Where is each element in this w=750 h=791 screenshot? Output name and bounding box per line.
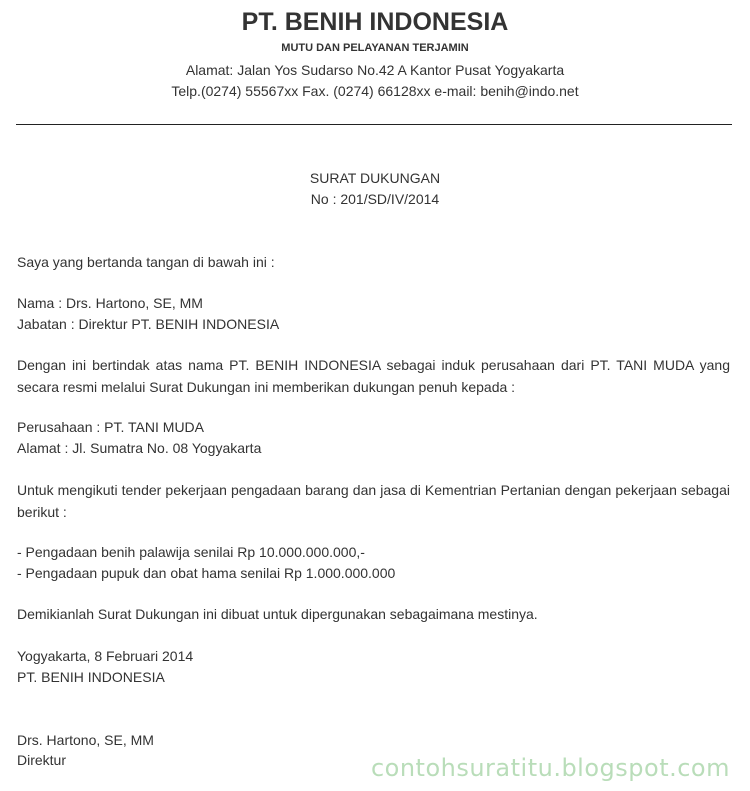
- place-date-line: Yogyakarta, 8 Februari 2014: [17, 648, 194, 664]
- purpose-paragraph: Untuk mengikuti tender pekerjaan pengadaan barang dan jasa di Kementrian Pertanian dengan pekerjaan sebagai berikut :: [17, 482, 730, 520]
- signatory-title-line: Direktur: [17, 752, 67, 768]
- statement-paragraph: Dengan ini bertindak atas nama PT. BENIH INDONESIA sebagai induk perusahaan dari PT. TANI MUDA yang secara resmi melalui Surat Dukungan ini memberikan dukungan penuh kepada :: [17, 357, 730, 395]
- closing-line: Demikianlah Surat Dukungan ini dibuat untuk dipergunakan sebagaimana mestinya.: [17, 606, 538, 622]
- recipient-company-line: Perusahaan : PT. TANI MUDA: [17, 419, 204, 435]
- recipient-address-line: Alamat : Jl. Sumatra No. 08 Yogyakarta: [17, 440, 262, 456]
- letter-number: No : 201/SD/IV/2014: [310, 191, 440, 207]
- company-contact: Telp.(0274) 55567xx Fax. (0274) 66128xx e-mail: benih@indo.net: [171, 83, 579, 99]
- sender-company-line: PT. BENIH INDONESIA: [17, 669, 165, 685]
- signatory-name-line: Drs. Hartono, SE, MM: [17, 732, 154, 748]
- letter-title: SURAT DUKUNGAN: [309, 170, 441, 186]
- company-address: Alamat: Jalan Yos Sudarso No.42 A Kantor Pusat Yogyakarta: [185, 62, 565, 78]
- opening-line: Saya yang bertanda tangan di bawah ini :: [17, 254, 275, 270]
- company-name: PT. BENIH INDONESIA: [241, 8, 509, 36]
- signer-position-line: Jabatan : Direktur PT. BENIH INDONESIA: [17, 316, 280, 332]
- letterhead-divider: [16, 124, 732, 125]
- work-item-line: - Pengadaan pupuk dan obat hama senilai Rp 1.000.000.000: [17, 565, 396, 581]
- blog-watermark: contohsuratitu.blogspot.com: [370, 754, 730, 782]
- signer-name-line: Nama : Drs. Hartono, SE, MM: [17, 295, 203, 311]
- work-item-line: - Pengadaan benih palawija senilai Rp 10.000.000.000,-: [17, 544, 365, 560]
- company-tagline: MUTU DAN PELAYANAN TERJAMIN: [281, 42, 469, 54]
